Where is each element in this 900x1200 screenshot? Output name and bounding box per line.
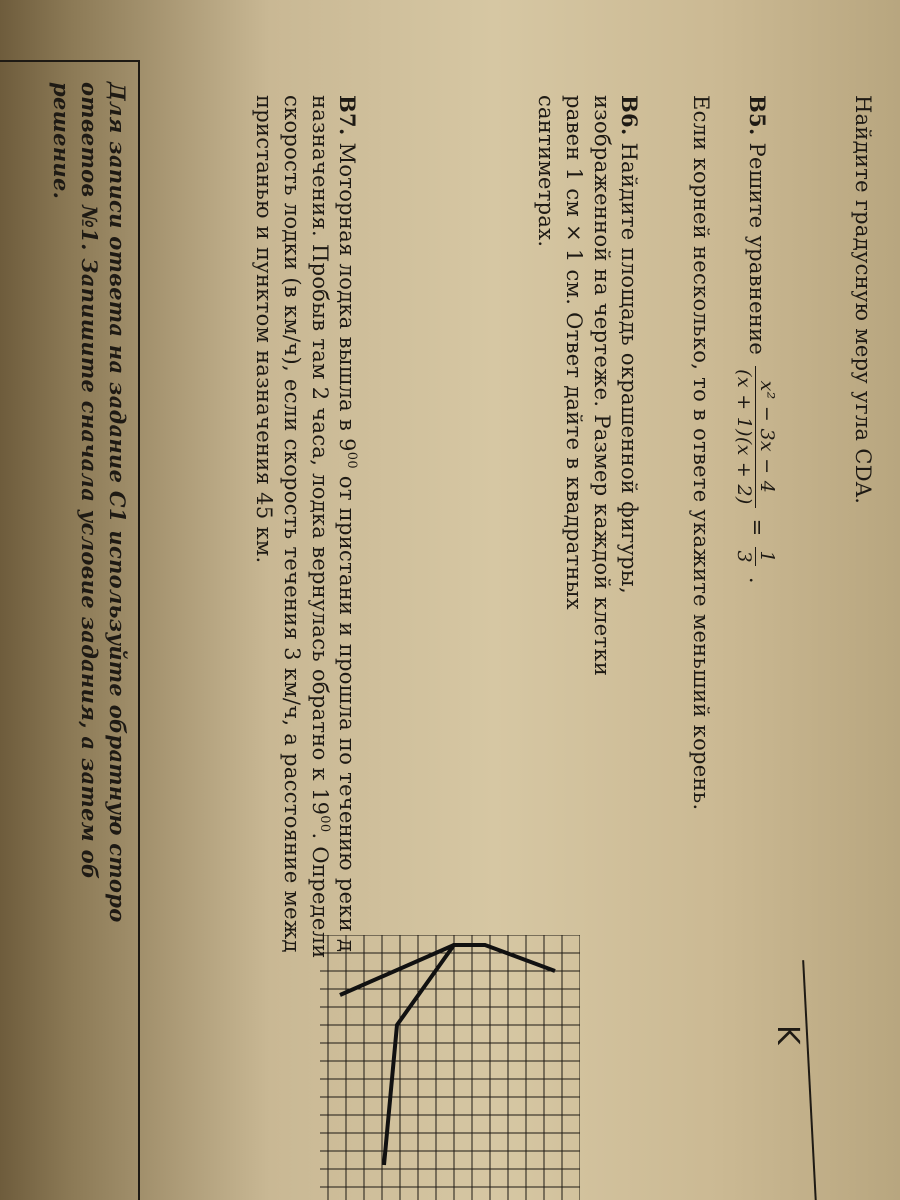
drawing-line xyxy=(802,960,820,1200)
task-b5-label: В5. xyxy=(745,95,770,136)
task-b6-line2: изображенной на чертеже. Размер каждой клетки xyxy=(590,95,614,677)
task-b6-text1: Найдите площадь окрашенной фигуры, xyxy=(617,142,641,594)
task-b7-line4: пристанью и пунктом назначения 45 км. xyxy=(252,95,276,564)
note-line1: Для записи ответа на задание С1 используйте обратную сторо xyxy=(105,82,130,923)
b5-rhs-denominator: 3 xyxy=(733,550,755,563)
b5-equals: = xyxy=(745,518,769,537)
b5-rhs-fraction xyxy=(733,547,778,565)
task-b6-label: В6. xyxy=(617,95,642,136)
instruction-note-box xyxy=(0,60,140,1200)
grid-figure xyxy=(320,935,580,1200)
task-b5-text: Решите уравнение xyxy=(745,142,769,356)
task-b7-line1: В7. Моторная лодка вышла в $9^{00}$ от пристани и прошла по течению реки д xyxy=(335,95,360,953)
grid-lines xyxy=(320,935,580,1200)
b5-denominator: (x + 1)(x + 2) xyxy=(733,369,755,505)
task-b6-line1 xyxy=(617,95,642,875)
note-line2: ответов №1. Запишите сначала условие задания, а затем об xyxy=(77,82,102,880)
task-b6-line3: равен 1 см × 1 см. Ответ дайте в квадратных xyxy=(562,95,586,610)
b5-dot: . xyxy=(745,576,769,584)
task-b6-line4: сантиметрах. xyxy=(534,95,558,248)
task-top-line: Найдите градусную меру угла CDA. xyxy=(851,95,875,505)
shaded-figure-outline xyxy=(384,945,555,1165)
task-b7-line2: назначения. Пробыв там 2 часа, лодка вернулась обратно к $19^{00}$. Определи xyxy=(308,95,332,959)
b5-fraction xyxy=(733,366,778,507)
task-b7-line3: скорость лодки (в км/ч), если скорость течения 3 км/ч, а расстояние межд xyxy=(280,95,304,953)
b5-numerator: x² − 3x − 4 xyxy=(755,366,778,507)
b5-rhs-numerator: 1 xyxy=(755,547,778,565)
task-b5 xyxy=(733,95,778,584)
note-line3: решение. xyxy=(49,82,74,200)
point-label-k: K xyxy=(770,1025,805,1045)
task-b7-label: В7. xyxy=(335,95,360,136)
task-b5-line2: Если корней несколько, то в ответе укажите меньший корень. xyxy=(689,95,713,811)
